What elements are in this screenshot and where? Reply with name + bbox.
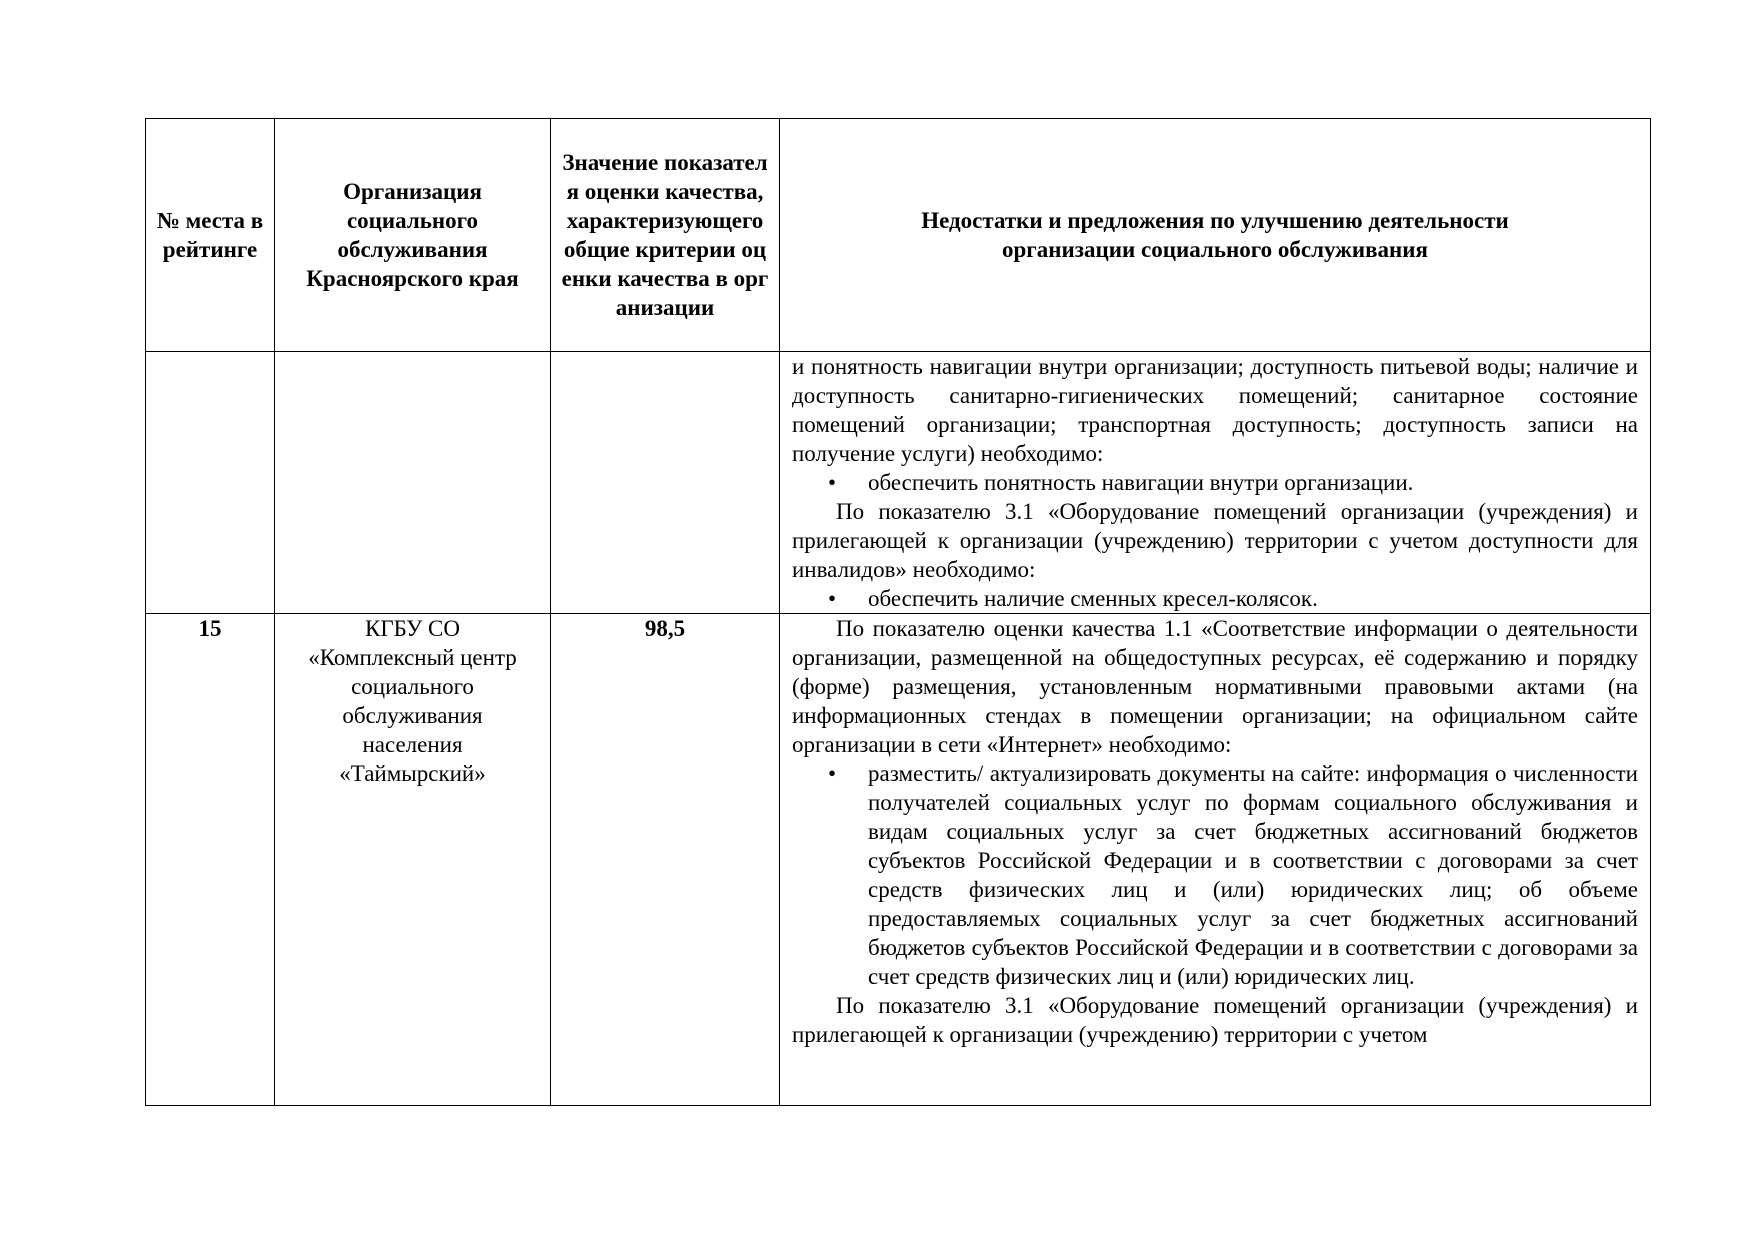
bullet-icon: • bbox=[828, 586, 837, 611]
paragraph: По показателю 3.1 «Оборудование помещений организации (учреждения) и прилегающей к организации (учреждению) территории с учетом bbox=[792, 993, 1638, 1047]
paragraph: По показателю 3.1 «Оборудование помещений организации (учреждения) и прилегающей к организации (учреждению) территории с учетом доступности для инвалидов» необходимо: bbox=[792, 499, 1638, 582]
table-header-row bbox=[146, 119, 1651, 352]
cell-place: 15 bbox=[146, 614, 275, 1106]
bullet-icon: • bbox=[828, 761, 837, 786]
cell-value: 98,5 bbox=[551, 614, 780, 1106]
header-value: Значение показателя оценки качества, характеризующего общие критерии оценки качества в организации bbox=[551, 119, 780, 352]
bullet-list bbox=[792, 584, 1638, 613]
header-shortcomings: Недостатки и предложения по улучшению деятельности организации социального обслуживания bbox=[780, 119, 1651, 352]
list-item: • обеспечить наличие сменных кресел-колясок. bbox=[828, 586, 1318, 611]
table-row-continuation bbox=[146, 352, 1651, 614]
cell-organization: КГБУ СО «Комплексный центр социального обслуживания населения «Таймырский» bbox=[275, 614, 551, 1106]
paragraph: По показателю оценки качества 1.1 «Соответствие информации о деятельности организации, размещенной на общедоступных ресурсах, её содержанию и порядку (форме) размещения, установленным нормативными правовыми актами (на информационных стендах в помещении организации; на официальном сайте организации в сети «Интернет» необходимо: bbox=[792, 616, 1638, 757]
paragraph: и понятность навигации внутри организации; доступность питьевой воды; наличие и доступность санитарно-гигиенических помещений; санитарное состояние помещений организации; транспортная доступность; доступность записи на получение услуги) необходимо: bbox=[792, 354, 1638, 466]
list-item: • разместить/ актуализировать документы на сайте: информация о численности получателей социальных услуг по формам социального обслуживания и видам социальных услуг за счет бюджетных ассигнований бюджетов субъектов Российской Федерации и в соответствии с договорами за счет средств физических лиц и (или) юридических лиц; об объеме предоставляемых социальных услуг за счет бюджетных ассигнований бюджетов субъектов Российской Федерации и в соответствии с договорами за счет средств физических лиц и (или) юридических лиц. bbox=[828, 761, 1638, 989]
cell-value bbox=[551, 352, 780, 614]
cell-organization bbox=[275, 352, 551, 614]
bullet-list bbox=[792, 759, 1638, 991]
list-item: • обеспечить понятность навигации внутри организации. bbox=[828, 470, 1414, 495]
table-row bbox=[146, 614, 1651, 1106]
bullet-icon: • bbox=[828, 470, 837, 495]
rating-table bbox=[145, 118, 1651, 1106]
cell-place bbox=[146, 352, 275, 614]
cell-text-clip bbox=[792, 614, 1638, 1104]
cell-shortcomings bbox=[780, 352, 1651, 614]
bullet-list bbox=[792, 468, 1638, 497]
header-place: № места в рейтинге bbox=[146, 119, 275, 352]
header-organization: Организация социального обслуживания Красноярского края bbox=[275, 119, 551, 352]
cell-shortcomings bbox=[780, 614, 1651, 1106]
